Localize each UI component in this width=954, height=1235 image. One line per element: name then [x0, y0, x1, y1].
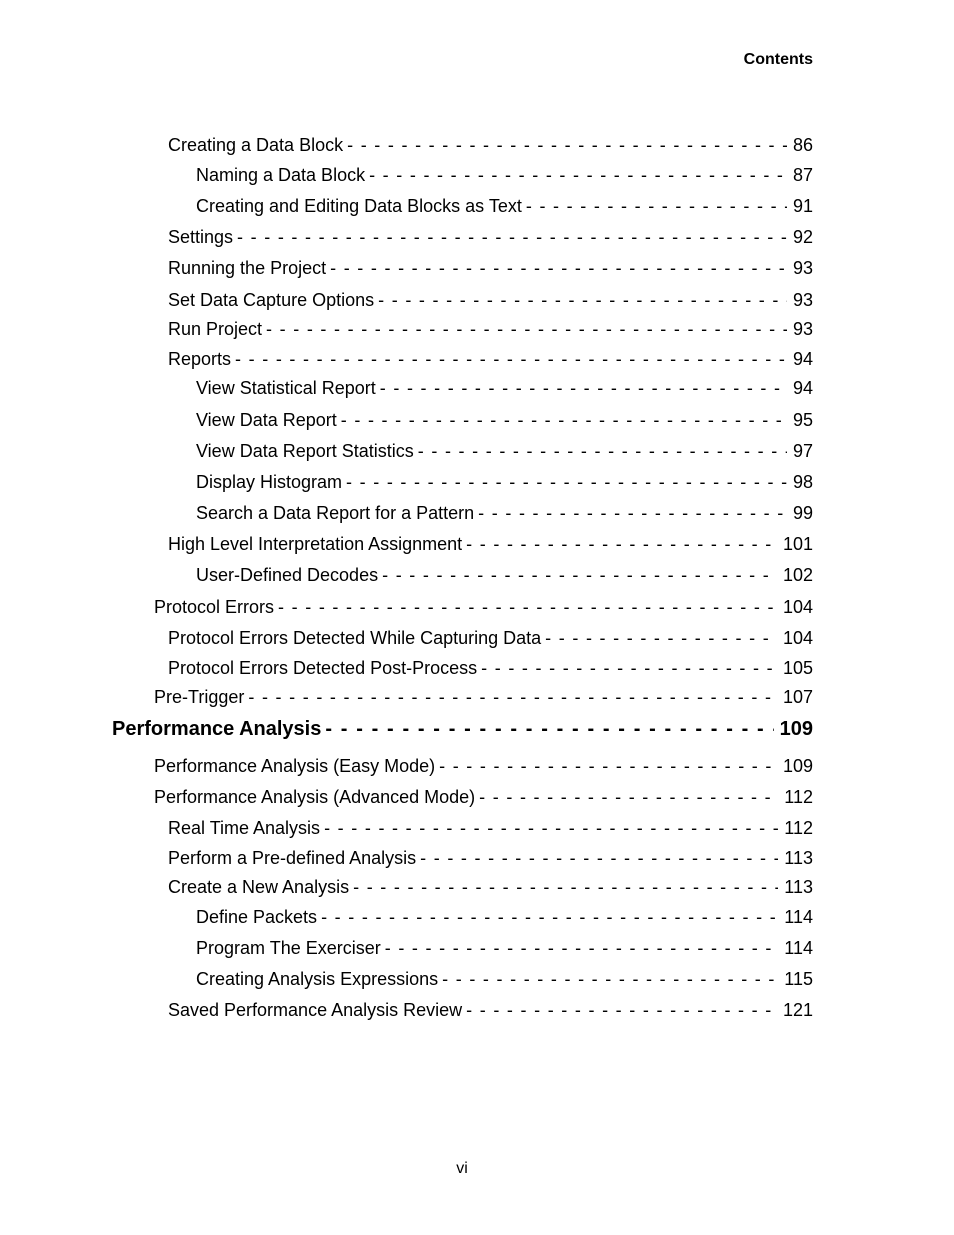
toc-entry-page: 109	[782, 756, 813, 776]
toc-leader	[347, 134, 787, 156]
toc-leader	[418, 440, 787, 462]
toc-entry[interactable]	[196, 564, 813, 586]
toc-leader	[420, 847, 778, 869]
toc-entry[interactable]	[154, 755, 813, 777]
toc-entry-page: 95	[792, 410, 813, 430]
toc-leader	[321, 906, 778, 928]
toc-entry-title: Perform a Pre-defined Analysis	[168, 848, 417, 868]
toc-entry-title: Protocol Errors Detected Post-Process	[168, 658, 478, 678]
toc-entry[interactable]	[196, 440, 813, 462]
toc-entry-page: 112	[784, 818, 813, 838]
toc-entry-title: Program The Exerciser	[196, 938, 381, 958]
toc-entry[interactable]	[168, 533, 813, 555]
toc-entry[interactable]	[196, 471, 813, 493]
toc-entry-title: Protocol Errors Detected While Capturing Data	[168, 628, 542, 648]
toc-entry-page: 93	[792, 258, 813, 278]
toc-entry-page: 114	[784, 907, 813, 927]
toc-entry-page: 94	[792, 378, 813, 398]
toc-entry-page: 114	[784, 938, 813, 958]
toc-leader	[353, 876, 778, 898]
toc-leader	[248, 686, 777, 708]
toc-entry[interactable]	[168, 627, 813, 649]
toc-leader	[325, 718, 773, 740]
toc-entry-page: 113	[784, 877, 813, 897]
toc-leader	[466, 533, 777, 555]
toc-entry-title: Settings	[168, 227, 234, 247]
toc-entry-title: Creating and Editing Data Blocks as Text	[196, 196, 522, 216]
toc-entry-page: 92	[792, 227, 813, 247]
toc-entry[interactable]	[168, 657, 813, 679]
toc-leader	[526, 195, 787, 217]
toc-leader	[369, 164, 787, 186]
toc-entry-title: Real Time Analysis	[168, 818, 321, 838]
toc-entry-title: Pre-Trigger	[154, 687, 245, 707]
toc-entry[interactable]	[168, 817, 813, 839]
toc-leader	[235, 348, 787, 370]
toc-entry[interactable]	[168, 134, 813, 156]
toc-entry-page: 99	[792, 503, 813, 523]
toc-entry-title: Performance Analysis	[112, 718, 322, 740]
toc-entry-title: Define Packets	[196, 907, 318, 927]
toc-entry-title: Reports	[168, 349, 232, 369]
toc-leader	[330, 257, 787, 279]
toc-entry-title: Performance Analysis (Advanced Mode)	[154, 787, 476, 807]
toc-entry-title: Saved Performance Analysis Review	[168, 1000, 463, 1020]
toc-entry[interactable]	[196, 502, 813, 524]
toc-entry-page: 121	[782, 1000, 813, 1020]
toc-entry-title: Create a New Analysis	[168, 877, 350, 897]
toc-entry-title: High Level Interpretation Assignment	[168, 534, 463, 554]
toc-leader	[479, 786, 778, 808]
toc-entry-page: 105	[782, 658, 813, 678]
toc-entry[interactable]	[168, 876, 813, 898]
toc-entry[interactable]	[196, 164, 813, 186]
toc-leader	[439, 755, 777, 777]
toc-entry-title: Performance Analysis (Easy Mode)	[154, 756, 436, 776]
toc-entry[interactable]	[196, 906, 813, 928]
toc-entry-title: Naming a Data Block	[196, 165, 366, 185]
toc-entry-page: 112	[784, 787, 813, 807]
toc-entry-page: 98	[792, 472, 813, 492]
toc-entry-page: 115	[784, 969, 813, 989]
toc-entry-title: Running the Project	[168, 258, 327, 278]
toc-entry-title: User-Defined Decodes	[196, 565, 379, 585]
toc-entry[interactable]	[154, 786, 813, 808]
toc-entry-page: 97	[792, 441, 813, 461]
page-number: vi	[456, 1160, 468, 1177]
toc-entry-title: View Data Report Statistics	[196, 441, 414, 461]
toc-chapter-entry[interactable]	[112, 718, 813, 740]
toc-entry-page: 101	[782, 534, 813, 554]
toc-entry-page: 102	[782, 565, 813, 585]
toc-entry-page: 109	[779, 718, 813, 740]
toc-leader	[442, 968, 778, 990]
toc-entry-page: 87	[792, 165, 813, 185]
toc-leader	[237, 226, 787, 248]
toc-leader	[466, 999, 777, 1021]
toc-entry[interactable]	[168, 847, 813, 869]
toc-leader	[481, 657, 777, 679]
toc-entry-title: Protocol Errors	[154, 597, 275, 617]
toc-entry[interactable]	[168, 226, 813, 248]
toc-entry-page: 93	[792, 319, 813, 339]
toc-entry[interactable]	[196, 377, 813, 399]
toc-leader	[324, 817, 778, 839]
running-header: Contents	[743, 51, 813, 68]
toc-entry[interactable]	[154, 686, 813, 708]
toc-entry-title: Creating a Data Block	[168, 135, 344, 155]
toc-leader	[385, 937, 779, 959]
toc-entry-title: Search a Data Report for a Pattern	[196, 503, 475, 523]
toc-entry-title: Set Data Capture Options	[168, 290, 375, 310]
toc-entry-page: 91	[792, 196, 813, 216]
toc-entry[interactable]	[168, 999, 813, 1021]
toc-entry[interactable]	[168, 348, 813, 370]
toc-leader	[346, 471, 787, 493]
toc-entry-page: 86	[792, 135, 813, 155]
toc-entry-page: 93	[792, 290, 813, 310]
toc-entry[interactable]	[168, 318, 813, 340]
toc-entry-title: View Statistical Report	[196, 378, 376, 398]
toc-entry-title: Run Project	[168, 319, 263, 339]
toc-entry-page: 104	[782, 597, 813, 617]
toc-entry-title: View Data Report	[196, 410, 337, 430]
toc-leader	[382, 564, 777, 586]
toc-entry[interactable]	[196, 195, 813, 217]
toc-entry[interactable]	[196, 968, 813, 990]
toc-entry-page: 113	[784, 848, 813, 868]
toc-entry[interactable]	[168, 257, 813, 279]
toc-entry-page: 94	[792, 349, 813, 369]
toc-entry[interactable]	[196, 937, 813, 959]
toc-entry[interactable]	[168, 289, 813, 311]
toc-leader	[478, 502, 787, 524]
toc-entry[interactable]	[196, 409, 813, 431]
toc-leader	[341, 409, 787, 431]
toc-leader	[380, 377, 787, 399]
toc-entry-page: 107	[782, 687, 813, 707]
toc-leader	[278, 596, 777, 618]
toc-entry-title: Creating Analysis Expressions	[196, 969, 439, 989]
toc-leader	[545, 627, 777, 649]
toc-entry-page: 104	[782, 628, 813, 648]
toc-entry[interactable]	[154, 596, 813, 618]
toc-leader	[378, 289, 787, 311]
toc-entry-title: Display Histogram	[196, 472, 343, 492]
toc-leader	[266, 318, 787, 340]
